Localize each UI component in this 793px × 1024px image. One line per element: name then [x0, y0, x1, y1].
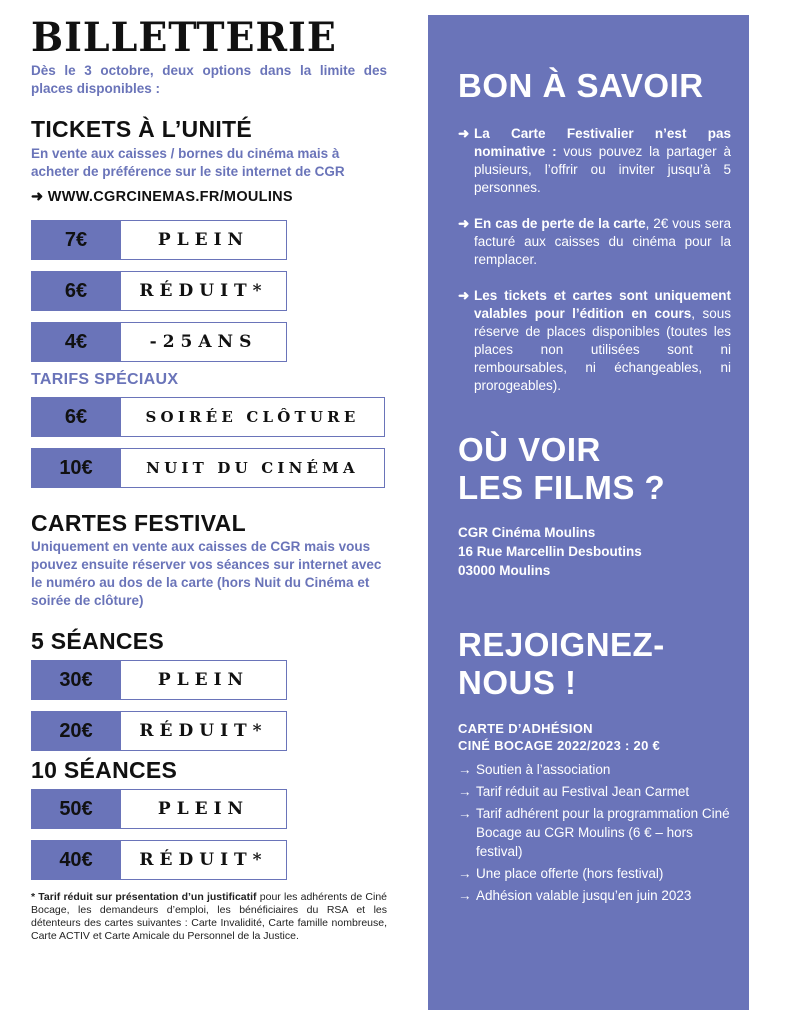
tickets-price-list: [31, 220, 387, 362]
good-to-know-heading: BON À SAVOIR: [458, 67, 704, 104]
bullet-text: Les tickets et cartes sont uniquement valables pour l’édition en cours, sous réserve de places disponibles (toutes les places non utilisées sont ni remboursables, ni échangeables, ni prorogeables).: [474, 288, 731, 393]
price-label: NUIT DU CINÉMA: [121, 448, 385, 488]
intro-text: Dès le 3 octobre, deux options dans la limite des places disponibles :: [31, 63, 387, 96]
ten-sessions-heading: 10 SÉANCES: [31, 757, 178, 783]
price-value: 50€: [31, 789, 121, 829]
reduced-rate-footnote: [31, 891, 387, 943]
price-value: 10€: [31, 448, 121, 488]
price-value: 40€: [31, 840, 121, 880]
arrow-icon: →: [458, 888, 472, 903]
price-row: [31, 220, 387, 260]
price-row: [31, 711, 387, 751]
price-row: [31, 271, 387, 311]
footnote-text: pour les adhérents de Ciné Bocage, les demandeurs d’emploi, les bénéficiaires du RSA et les détenteurs des cartes suivantes : Carte Invalidité, Carte famille nombreuse, Carte ACTIV et Carte Amicale du Personnel de la Justice.: [31, 891, 388, 942]
arrow-icon: ➜: [458, 288, 470, 303]
cinema-address: CGR Cinéma Moulins 16 Rue Marcellin Desboutins 03000 Moulins: [458, 525, 642, 578]
price-row: [31, 660, 387, 700]
arrow-icon: →: [458, 762, 472, 777]
list-item: → Soutien à l’association: [458, 762, 611, 777]
price-label: PLEIN: [121, 220, 287, 260]
info-panel: [428, 15, 749, 1010]
five-sessions-heading: 5 SÉANCES: [31, 628, 165, 654]
price-row: [31, 789, 387, 829]
info-bullet: [458, 215, 731, 269]
list-item: → Tarif adhérent pour la programmation Ciné Bocage au CGR Moulins (6 € – hors festival): [458, 806, 730, 859]
arrow-icon: →: [458, 784, 472, 799]
join-us-heading: REJOIGNEZ- NOUS !: [458, 626, 665, 701]
info-bullet: [458, 287, 731, 395]
membership-card-title: CARTE D’ADHÉSION CINÉ BOCAGE 2022/2023 : 20 €: [458, 721, 661, 753]
price-value: 30€: [31, 660, 121, 700]
bullet-text: La Carte Festivalier n’est pas nominative : vous pouvez la partager à plusieurs, l’offrir ou inviter jusqu’à 5 personnes.: [474, 126, 731, 195]
where-to-see-heading: OÙ VOIR LES FILMS ?: [458, 431, 666, 506]
five-sessions-price-list: [31, 660, 387, 751]
arrow-icon: →: [458, 806, 472, 821]
price-value: 6€: [31, 397, 121, 437]
special-price-list: [31, 397, 387, 488]
price-label: RÉDUIT*: [121, 271, 287, 311]
list-item: → Une place offerte (hors festival): [458, 866, 664, 881]
price-label: RÉDUIT*: [121, 711, 287, 751]
price-row: [31, 397, 387, 437]
good-to-know-list: [458, 125, 731, 395]
price-row: [31, 322, 387, 362]
info-bullet: [458, 125, 731, 197]
arrow-icon: →: [458, 866, 472, 881]
membership-benefits-list: [458, 760, 731, 905]
page-title: BILLETTERIE: [31, 12, 337, 61]
price-label: PLEIN: [121, 789, 287, 829]
footnote-bold: * Tarif réduit sur présentation d’un justificatif: [31, 891, 257, 903]
ticketing-column: [31, 14, 387, 943]
price-value: 20€: [31, 711, 121, 751]
tickets-heading: TICKETS À L’UNITÉ: [31, 116, 253, 142]
price-value: 7€: [31, 220, 121, 260]
price-label: RÉDUIT*: [121, 840, 287, 880]
price-row: [31, 840, 387, 880]
bullet-text: En cas de perte de la carte, 2€ vous sera facturé aux caisses du cinéma pour la remplacer.: [474, 216, 731, 267]
festival-cards-heading: CARTES FESTIVAL: [31, 510, 246, 536]
tickets-subtitle: En vente aux caisses / bornes du cinéma mais à acheter de préférence sur le site internet de CGR: [31, 146, 345, 179]
festival-cards-subtitle: Uniquement en vente aux caisses de CGR mais vous pouvez ensuite réserver vos séances sur internet avec le numéro au dos de la carte (hors Nuit du Cinéma et soirée de clôture): [31, 539, 382, 608]
price-value: 4€: [31, 322, 121, 362]
price-label: PLEIN: [121, 660, 287, 700]
list-item: → Adhésion valable jusqu’en juin 2023: [458, 888, 692, 903]
ten-sessions-price-list: [31, 789, 387, 880]
price-row: [31, 448, 387, 488]
price-value: 6€: [31, 271, 121, 311]
price-label: SOIRÉE CLÔTURE: [121, 397, 385, 437]
arrow-icon: ➜: [458, 216, 470, 231]
price-label: -25ANS: [121, 322, 287, 362]
special-rates-heading: TARIFS SPÉCIAUX: [31, 371, 179, 388]
arrow-icon: ➜: [458, 126, 470, 141]
list-item: → Tarif réduit au Festival Jean Carmet: [458, 784, 690, 799]
cgr-website-link[interactable]: ➜ WWW.CGRCINEMAS.FR/MOULINS: [31, 189, 293, 205]
